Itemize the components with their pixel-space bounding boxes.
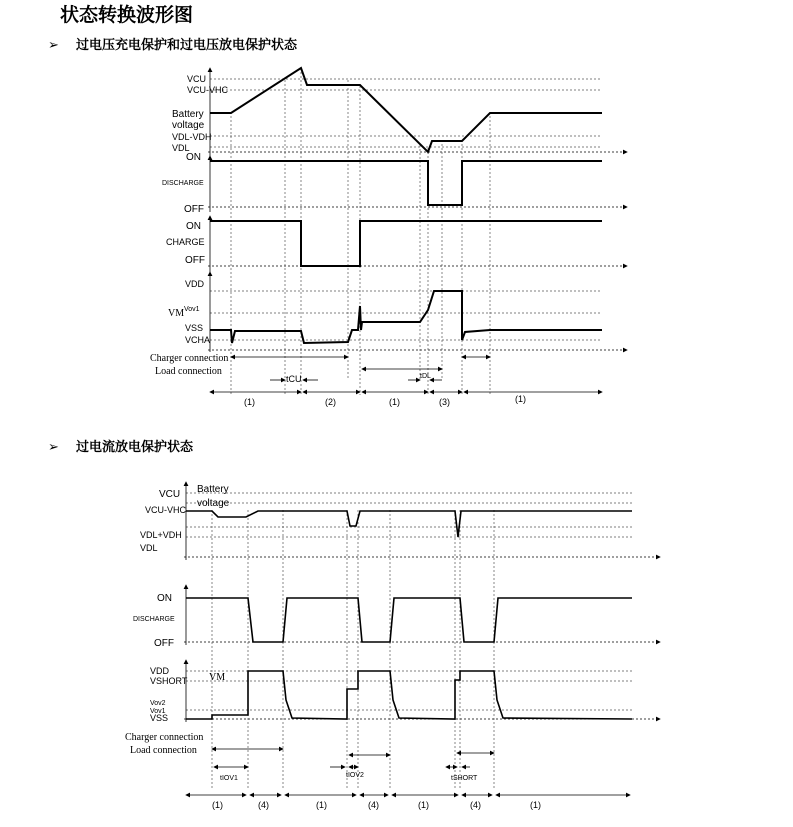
diagram-overvoltage <box>150 68 627 407</box>
label-vov1: Vov1 <box>150 708 166 715</box>
phase-label: (3) <box>439 397 450 407</box>
label-charger-connection: Charger connection <box>125 732 204 743</box>
bullet-icon: ➢ <box>48 440 59 455</box>
label-vdl-vdh: VDL-VDH <box>172 132 212 142</box>
phase-label: (4) <box>258 800 269 810</box>
label-vss: VSS <box>185 323 204 333</box>
label-vss: VSS <box>150 713 169 723</box>
page-title: 状态转换波形图 <box>60 4 194 26</box>
phase-label: (1) <box>389 397 400 407</box>
phase-label: (1) <box>530 800 541 810</box>
label-tov1: tIOV1 <box>220 775 238 782</box>
label-battery: Battery <box>197 484 229 495</box>
diagram-overcurrent <box>125 482 660 810</box>
bullet-icon: ➢ <box>48 38 59 53</box>
label-vdl: VDL <box>172 143 190 153</box>
label-battery: Battery <box>172 109 204 120</box>
label-vcu: VCU <box>159 489 181 500</box>
label-charger-connection: Charger connection <box>150 353 229 364</box>
label-off2: OFF <box>185 255 205 266</box>
label-vov1: Vov1 <box>184 306 200 313</box>
label-on: ON <box>157 593 172 604</box>
label-vdd: VDD <box>150 666 170 676</box>
label-vcha: VCHA <box>185 335 211 345</box>
label-load-connection: Load connection <box>130 745 197 756</box>
label-charge: CHARGE <box>166 237 205 247</box>
phase-label: (1) <box>244 397 255 407</box>
label-tdl: tDL <box>420 373 431 380</box>
phase-label: (4) <box>368 800 379 810</box>
label-discharge: DISCHARGE <box>133 616 175 623</box>
label-off: OFF <box>154 638 174 649</box>
label-on2: ON <box>186 221 201 232</box>
phase-label: (1) <box>418 800 429 810</box>
label-vm: VM <box>209 672 226 683</box>
label-tshort: tSHORT <box>451 775 478 782</box>
phase-label: (2) <box>325 397 336 407</box>
phase-label: (1) <box>316 800 327 810</box>
label-discharge: DISCHARGE <box>162 180 204 187</box>
label-vov2: Vov2 <box>150 700 166 707</box>
label-vshort: VSHORT <box>150 676 188 686</box>
phase-label: (4) <box>470 800 481 810</box>
phase-label: (1) <box>212 800 223 810</box>
label-tov2: tIOV2 <box>346 772 364 779</box>
phase-label: (1) <box>515 394 526 404</box>
section1-heading-text: 过电压充电保护和过电压放电保护状态 <box>76 38 298 53</box>
section2-heading-text: 过电流放电保护状态 <box>76 440 194 455</box>
label-vdl: VDL <box>140 543 158 553</box>
label-tcu: tCU <box>286 374 302 384</box>
label-vdl-vdh: VDL+VDH <box>140 530 182 540</box>
label-vcu-vhc: VCU-VHC <box>145 505 187 515</box>
label-vcu-vhc: VCU-VHC <box>187 85 229 95</box>
label-vcu: VCU <box>187 74 207 84</box>
label-on: ON <box>186 152 201 163</box>
label-off: OFF <box>184 204 204 215</box>
label-vdd: VDD <box>185 279 205 289</box>
label-voltage: voltage <box>172 120 205 131</box>
label-vm: VM <box>168 308 185 319</box>
label-load-connection: Load connection <box>155 366 222 377</box>
label-voltage: voltage <box>197 498 230 509</box>
